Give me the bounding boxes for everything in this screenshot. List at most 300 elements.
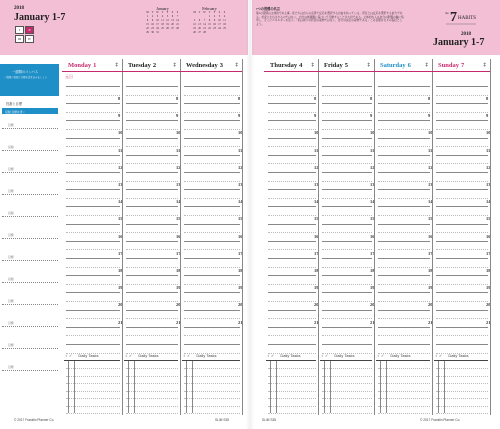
day-header (432, 59, 490, 72)
half-hour-line[interactable] (268, 198, 316, 199)
hour-line[interactable] (184, 292, 240, 293)
sort-arrow-icon: ↕ (183, 353, 185, 358)
hour-line[interactable] (322, 224, 372, 225)
hour-line[interactable] (184, 327, 240, 328)
hour-label: 8 (238, 96, 241, 101)
hour-line[interactable] (436, 172, 488, 173)
half-hour-line[interactable] (322, 318, 372, 319)
hour-line[interactable] (184, 224, 240, 225)
half-hour-line[interactable] (66, 163, 120, 164)
hour-line[interactable] (322, 120, 372, 121)
hour-label: 10 (176, 130, 181, 136)
half-hour-line[interactable] (66, 112, 120, 113)
mini-calendar-day: S (223, 11, 226, 14)
half-hour-line[interactable] (436, 318, 488, 319)
half-hour-line[interactable] (126, 95, 178, 96)
hour-line[interactable] (66, 241, 120, 242)
half-hour-line[interactable] (322, 232, 372, 233)
daily-tasks-divider (64, 360, 120, 361)
half-hour-line[interactable] (184, 335, 240, 336)
hour-line[interactable] (378, 103, 430, 104)
sort-arrow-icon: ↕ (65, 353, 67, 358)
hour-line[interactable] (436, 275, 488, 276)
half-hour-line[interactable] (378, 129, 430, 130)
roman-box[interactable]: II (25, 26, 34, 34)
half-hour-line[interactable] (66, 215, 120, 216)
half-hour-line[interactable] (66, 301, 120, 302)
hour-line[interactable] (322, 155, 372, 156)
sidebar-row-label[interactable]: 役割 (8, 277, 14, 281)
half-hour-line[interactable] (322, 112, 372, 113)
half-hour-line[interactable] (268, 249, 316, 250)
hour-line[interactable] (378, 310, 430, 311)
mini-calendar-day: 17 (218, 23, 221, 26)
half-hour-line[interactable] (436, 129, 488, 130)
half-hour-line[interactable] (378, 267, 430, 268)
hour-line[interactable] (322, 86, 372, 87)
hour-line[interactable] (378, 138, 430, 139)
hour-line[interactable] (184, 86, 240, 87)
hour-line[interactable] (322, 292, 372, 293)
half-hour-line[interactable] (126, 146, 178, 147)
half-hour-line[interactable] (268, 146, 316, 147)
hour-label: 16 (428, 233, 433, 239)
half-hour-line[interactable] (436, 284, 488, 285)
half-hour-line[interactable] (436, 335, 488, 336)
sidebar-row-label[interactable]: 目標 (8, 343, 14, 347)
day-number: 5 (344, 61, 349, 69)
task-line[interactable] (66, 413, 120, 414)
roman-box[interactable]: I (15, 26, 24, 34)
sidebar-divider (2, 150, 58, 151)
half-hour-line[interactable] (268, 318, 316, 319)
half-hour-line[interactable] (436, 249, 488, 250)
hour-line[interactable] (322, 189, 372, 190)
half-hour-line[interactable] (126, 284, 178, 285)
half-hour-line[interactable] (378, 335, 430, 336)
hour-line[interactable] (126, 138, 178, 139)
sidebar-row-label[interactable]: 目標 (8, 365, 14, 369)
half-hour-line[interactable] (322, 163, 372, 164)
half-hour-line[interactable] (378, 249, 430, 250)
hour-line[interactable] (378, 155, 430, 156)
half-hour-line[interactable] (268, 163, 316, 164)
hour-line[interactable] (184, 138, 240, 139)
half-hour-line[interactable] (184, 129, 240, 130)
sidebar-row-label[interactable]: 目標 (8, 123, 14, 127)
hour-line[interactable] (184, 120, 240, 121)
half-hour-line[interactable] (184, 95, 240, 96)
mini-calendar-day: 1 (146, 15, 149, 18)
half-hour-line[interactable] (184, 267, 240, 268)
half-hour-line[interactable] (322, 198, 372, 199)
half-hour-line[interactable] (66, 198, 120, 199)
check-icon: ✓ (325, 353, 329, 358)
half-hour-line[interactable] (126, 318, 178, 319)
half-hour-line[interactable] (184, 163, 240, 164)
hour-line[interactable] (378, 344, 430, 345)
hour-line[interactable] (436, 189, 488, 190)
half-hour-line[interactable] (378, 284, 430, 285)
half-hour-line[interactable] (378, 301, 430, 302)
hour-line[interactable] (322, 103, 372, 104)
half-hour-line[interactable] (66, 129, 120, 130)
half-hour-line[interactable] (126, 232, 178, 233)
half-hour-line[interactable] (184, 215, 240, 216)
half-hour-line[interactable] (184, 181, 240, 182)
half-hour-line[interactable] (436, 198, 488, 199)
half-hour-line[interactable] (268, 301, 316, 302)
half-hour-line[interactable] (66, 318, 120, 319)
half-hour-line[interactable] (378, 198, 430, 199)
mini-calendar-day: 13 (198, 23, 201, 26)
day-header (374, 59, 432, 72)
hour-line[interactable] (184, 344, 240, 345)
column-divider (490, 59, 491, 415)
hour-line[interactable] (66, 120, 120, 121)
hour-line[interactable] (436, 241, 488, 242)
half-hour-line[interactable] (322, 181, 372, 182)
hour-label: 14 (176, 199, 181, 205)
hour-line[interactable] (268, 241, 316, 242)
half-hour-line[interactable] (322, 335, 372, 336)
hour-line[interactable] (322, 138, 372, 139)
hour-line[interactable] (378, 172, 430, 173)
half-hour-line[interactable] (184, 318, 240, 319)
half-hour-line[interactable] (322, 267, 372, 268)
hour-line[interactable] (126, 292, 178, 293)
hour-line[interactable] (126, 172, 178, 173)
roman-box[interactable]: III (15, 35, 24, 43)
hour-line[interactable] (268, 172, 316, 173)
half-hour-line[interactable] (322, 95, 372, 96)
half-hour-line[interactable] (268, 284, 316, 285)
hour-line[interactable] (378, 241, 430, 242)
hour-line[interactable] (268, 275, 316, 276)
half-hour-line[interactable] (378, 215, 430, 216)
hour-line[interactable] (66, 327, 120, 328)
hour-line[interactable] (268, 138, 316, 139)
weekly-compass-sidebar (0, 55, 60, 414)
hour-line[interactable] (126, 275, 178, 276)
hour-line[interactable] (66, 103, 120, 104)
hour-line[interactable] (268, 327, 316, 328)
hour-line[interactable] (268, 155, 316, 156)
task-line[interactable] (378, 413, 430, 414)
hour-line[interactable] (126, 206, 178, 207)
hour-line[interactable] (268, 120, 316, 121)
hour-line[interactable] (126, 120, 178, 121)
hour-line[interactable] (322, 206, 372, 207)
sidebar-row-label[interactable]: 目標 (8, 167, 14, 171)
hour-line[interactable] (378, 258, 430, 259)
hour-line[interactable] (66, 86, 120, 87)
sidebar-row-label[interactable]: 目標 (8, 189, 14, 193)
half-hour-line[interactable] (378, 232, 430, 233)
hour-line[interactable] (66, 258, 120, 259)
hour-line[interactable] (268, 206, 316, 207)
daily-tasks-label: Daily Tasks (138, 353, 159, 358)
hour-line[interactable] (184, 275, 240, 276)
hour-line[interactable] (436, 86, 488, 87)
hour-line[interactable] (436, 310, 488, 311)
half-hour-line[interactable] (126, 301, 178, 302)
hour-label: 9 (428, 113, 431, 119)
half-hour-line[interactable] (184, 112, 240, 113)
half-hour-line[interactable] (322, 249, 372, 250)
half-hour-line[interactable] (436, 163, 488, 164)
hour-line[interactable] (66, 138, 120, 139)
mini-calendar-day: 7 (203, 19, 206, 22)
half-hour-line[interactable] (268, 112, 316, 113)
hour-label: 17 (370, 250, 375, 256)
dagger-icon: ‡ (173, 62, 176, 68)
half-hour-line[interactable] (66, 95, 120, 96)
hour-line[interactable] (184, 189, 240, 190)
half-hour-line[interactable] (126, 335, 178, 336)
hour-line[interactable] (322, 172, 372, 173)
hour-line[interactable] (184, 155, 240, 156)
sidebar-divider (2, 238, 58, 239)
hour-line[interactable] (126, 189, 178, 190)
half-hour-line[interactable] (322, 301, 372, 302)
hour-line[interactable] (184, 103, 240, 104)
mini-calendar-day: 19 (193, 27, 196, 30)
hour-line[interactable] (378, 206, 430, 207)
hour-line[interactable] (436, 258, 488, 259)
hour-line[interactable] (268, 103, 316, 104)
hour-line[interactable] (378, 86, 430, 87)
half-hour-line[interactable] (66, 146, 120, 147)
mini-calendar-day: 26 (193, 31, 196, 34)
half-hour-line[interactable] (66, 232, 120, 233)
half-hour-line[interactable] (184, 301, 240, 302)
task-line[interactable] (184, 413, 240, 414)
hour-line[interactable] (436, 103, 488, 104)
task-line[interactable] (126, 413, 178, 414)
compass-title: 一週間のコンパス (12, 70, 39, 74)
daily-tasks-label: Daily Tasks (334, 353, 355, 358)
hour-line[interactable] (268, 258, 316, 259)
daily-tasks-header (377, 353, 411, 358)
sidebar-row-label[interactable]: 目標 (8, 233, 14, 237)
check-icon: ✓ (439, 353, 443, 358)
half-hour-line[interactable] (436, 301, 488, 302)
hour-line[interactable] (436, 206, 488, 207)
hour-line[interactable] (268, 224, 316, 225)
half-hour-line[interactable] (378, 181, 430, 182)
mini-calendar-day: 5 (166, 15, 169, 18)
daily-tasks-label: Daily Tasks (448, 353, 469, 358)
half-hour-line[interactable] (378, 95, 430, 96)
sidebar-row-label[interactable]: 目標 (8, 321, 14, 325)
hour-line[interactable] (436, 120, 488, 121)
hour-line[interactable] (322, 327, 372, 328)
hour-line[interactable] (184, 310, 240, 311)
hour-line[interactable] (126, 241, 178, 242)
half-hour-line[interactable] (436, 112, 488, 113)
hour-label: 20 (176, 302, 181, 308)
hour-label: 20 (428, 302, 433, 308)
hour-line[interactable] (126, 327, 178, 328)
hour-line[interactable] (126, 310, 178, 311)
mini-calendar-day: 22 (146, 27, 149, 30)
half-hour-line[interactable] (126, 112, 178, 113)
mini-calendar-day: 27 (198, 31, 201, 34)
sidebar-row-label[interactable]: 目標 (8, 299, 14, 303)
hour-line[interactable] (66, 224, 120, 225)
hour-label: 18 (176, 268, 181, 273)
mini-calendar-day: 29 (146, 31, 149, 34)
half-hour-line[interactable] (126, 249, 178, 250)
half-hour-line[interactable] (268, 181, 316, 182)
hour-line[interactable] (378, 120, 430, 121)
half-hour-line[interactable] (66, 284, 120, 285)
hour-line[interactable] (66, 189, 120, 190)
hour-label: 12 (176, 164, 181, 170)
half-hour-line[interactable] (322, 129, 372, 130)
sidebar-row-label[interactable]: 役割 (8, 211, 14, 215)
hour-line[interactable] (126, 103, 178, 104)
half-hour-line[interactable] (436, 232, 488, 233)
hour-line[interactable] (436, 292, 488, 293)
half-hour-line[interactable] (184, 198, 240, 199)
hour-line[interactable] (322, 258, 372, 259)
task-line[interactable] (436, 413, 488, 414)
hour-line[interactable] (378, 327, 430, 328)
task-line[interactable] (268, 413, 316, 414)
half-hour-line[interactable] (126, 198, 178, 199)
half-hour-line[interactable] (66, 335, 120, 336)
hour-line[interactable] (126, 86, 178, 87)
half-hour-line[interactable] (268, 129, 316, 130)
half-hour-line[interactable] (378, 112, 430, 113)
hour-line[interactable] (268, 344, 316, 345)
hour-line[interactable] (436, 327, 488, 328)
half-hour-line[interactable] (66, 181, 120, 182)
half-hour-line[interactable] (268, 215, 316, 216)
hour-line[interactable] (126, 224, 178, 225)
hour-line[interactable] (184, 172, 240, 173)
hour-line[interactable] (436, 224, 488, 225)
quote-block (256, 6, 404, 50)
half-hour-line[interactable] (66, 249, 120, 250)
hour-label: 16 (176, 233, 181, 239)
hour-line[interactable] (378, 292, 430, 293)
hour-line[interactable] (436, 344, 488, 345)
half-hour-line[interactable] (322, 146, 372, 147)
half-hour-line[interactable] (322, 215, 372, 216)
sidebar-row-label[interactable]: 役割 (8, 145, 14, 149)
hour-line[interactable] (66, 275, 120, 276)
hour-line[interactable] (268, 189, 316, 190)
half-hour-line[interactable] (66, 267, 120, 268)
hour-line[interactable] (322, 310, 372, 311)
hour-line[interactable] (378, 224, 430, 225)
daily-tasks-divider (182, 360, 240, 361)
daily-tasks-header (321, 353, 355, 358)
hour-line[interactable] (378, 275, 430, 276)
hour-line[interactable] (66, 172, 120, 173)
hour-line[interactable] (66, 310, 120, 311)
hour-line[interactable] (268, 310, 316, 311)
hour-line[interactable] (268, 86, 316, 87)
hour-label: 12 (428, 164, 433, 170)
hour-line[interactable] (66, 292, 120, 293)
mini-calendar-day: 16 (213, 23, 216, 26)
mini-calendar-day: 10 (156, 19, 159, 22)
hour-label: 17 (238, 250, 243, 256)
half-hour-line[interactable] (322, 284, 372, 285)
copyright-left: © 2017 Franklin Planner Co. (14, 418, 55, 422)
hour-line[interactable] (322, 241, 372, 242)
mini-calendar-day: 15 (146, 23, 149, 26)
day-number: 7 (460, 61, 465, 69)
hour-line[interactable] (184, 241, 240, 242)
hour-line[interactable] (268, 292, 316, 293)
half-hour-line[interactable] (126, 215, 178, 216)
check-icon: ✓ (271, 353, 275, 358)
hour-line[interactable] (126, 344, 178, 345)
hour-line[interactable] (184, 206, 240, 207)
roman-box[interactable]: IV (25, 35, 34, 43)
half-hour-line[interactable] (184, 232, 240, 233)
hour-line[interactable] (322, 344, 372, 345)
task-line[interactable] (322, 413, 372, 414)
half-hour-line[interactable] (436, 95, 488, 96)
hour-line[interactable] (126, 258, 178, 259)
half-hour-line[interactable] (184, 146, 240, 147)
daily-tasks-label: Daily Tasks (196, 353, 217, 358)
hour-line[interactable] (184, 258, 240, 259)
half-hour-line[interactable] (184, 284, 240, 285)
half-hour-line[interactable] (268, 335, 316, 336)
hour-label: 20 (314, 302, 319, 308)
half-hour-line[interactable] (436, 146, 488, 147)
hour-label: 19 (118, 285, 123, 291)
hour-line[interactable] (436, 155, 488, 156)
day-name: Thursday (270, 61, 298, 69)
half-hour-line[interactable] (268, 232, 316, 233)
half-hour-line[interactable] (378, 146, 430, 147)
half-hour-line[interactable] (126, 129, 178, 130)
mini-calendar-day: 4 (223, 15, 226, 18)
half-hour-line[interactable] (378, 163, 430, 164)
half-hour-line[interactable] (126, 267, 178, 268)
sidebar-row-label[interactable]: 目標 (8, 255, 14, 259)
hour-line[interactable] (378, 189, 430, 190)
hour-line[interactable] (66, 155, 120, 156)
hour-line[interactable] (126, 155, 178, 156)
hour-label: 8 (428, 96, 431, 101)
half-hour-line[interactable] (436, 181, 488, 182)
mini-calendar-day: 31 (156, 31, 159, 34)
half-hour-line[interactable] (126, 181, 178, 182)
half-hour-line[interactable] (378, 318, 430, 319)
hour-line[interactable] (66, 344, 120, 345)
hour-line[interactable] (322, 275, 372, 276)
half-hour-line[interactable] (268, 267, 316, 268)
mini-calendar-day: 10 (218, 19, 221, 22)
hour-line[interactable] (436, 138, 488, 139)
hour-line[interactable] (66, 206, 120, 207)
hour-label: 13 (370, 182, 375, 187)
half-hour-line[interactable] (436, 267, 488, 268)
half-hour-line[interactable] (436, 215, 488, 216)
half-hour-line[interactable] (184, 249, 240, 250)
half-hour-line[interactable] (268, 95, 316, 96)
half-hour-line[interactable] (126, 163, 178, 164)
